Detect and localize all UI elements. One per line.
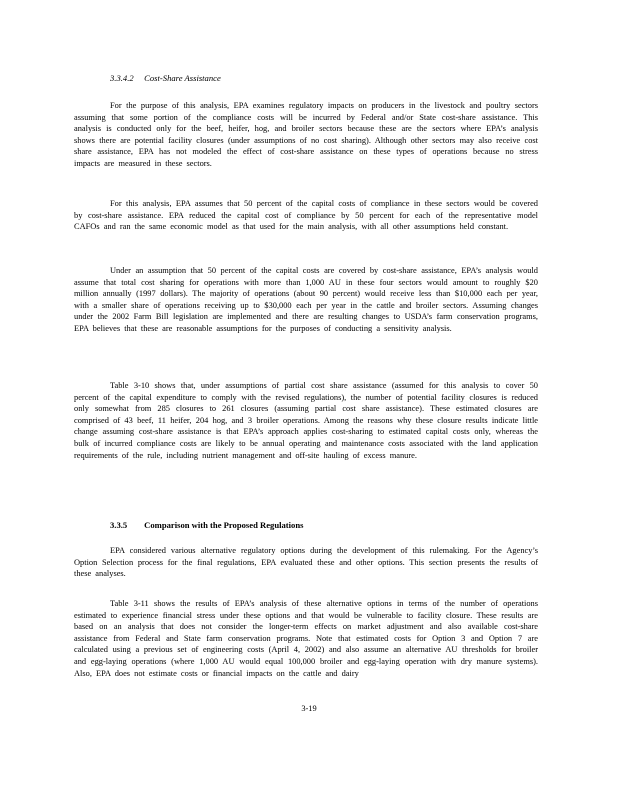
paragraph-cost-share-intro: For the purpose of this analysis, EPA examines regulatory impacts on producers in the livestock and poultry sectors assuming that some portion of the compliance costs will be incurred by Federal and/or State cost-share assistance. This analysis is conducted only for the beef, heifer, hog, and broiler sectors because these are the sectors where EPA’s analysis shows there are potential facility closures (under assumptions of no cost sharing). Although other sectors may also receive cost share assistance, EPA has not modeled the effect of cost-share assistance on these types of operations because no stress impacts are measured in these sectors. — [74, 101, 538, 168]
section-heading-3-3-4-2 — [110, 73, 221, 85]
paragraph-alternative-options: EPA considered various alternative regulatory options during the development of this rulemaking. For the Agency’s Option Selection process for the final regulations, EPA evaluated these and other options. This section presents the results of these analyses. — [74, 546, 538, 579]
section-number: 3.3.4.2 — [110, 73, 134, 83]
section-title: Comparison with the Proposed Regulations — [144, 520, 304, 530]
section-title: Cost-Share Assistance — [144, 73, 221, 83]
page-number: 3-19 — [301, 704, 317, 713]
paragraph-table-3-10-results: Table 3-10 shows that, under assumptions of partial cost share assistance (assumed for this analysis to cover 50 percent of the capital expenditure to comply with the revised regulations), the number of potential facility closures is reduced only somewhat from 285 closures to 261 closures (assuming partial cost share assistance). These estimated closures are comprised of 43 beef, 11 heifer, 204 hog, and 3 broiler operations. Among the reasons why these closure results indicate little change assuming cost-share assistance is that EPA’s approach applies cost-sharing to estimated capital costs only, whereas the bulk of incurred compliance costs are likely to be annual operating and maintenance costs associated with the land application requirements of the rule, including nutrient management and off-site hauling of excess manure. — [74, 381, 538, 460]
section-number: 3.3.5 — [110, 520, 128, 530]
paragraph-cost-share-assumption: For this analysis, EPA assumes that 50 percent of the capital costs of compliance in these sectors would be covered by cost-share assistance. EPA reduced the capital cost of compliance by 50 percent for each of the representative model CAFOs and ran the same economic model as that used for the main analysis, with all other assumptions held constant. — [74, 199, 538, 232]
section-heading-3-3-5 — [110, 520, 303, 532]
paragraph-table-3-11-results: Table 3-11 shows the results of EPA’s analysis of these alternative options in terms of the number of operations estimated to experience financial stress under these options and that would be vulnerable to facility closure. These results are based on an analysis that does not consider the longer-term effects on market adjustment and also available cost-share assistance from Federal and State farm conservation programs. Note that estimated costs for Option 3 and Option 7 are calculated using a previous set of engineering costs (April 4, 2002) and also assume an alternative AU thresholds for broiler and egg-laying operations (where 1,000 AU would equal 100,000 broiler and egg-laying operation with dry manure systems). Also, EPA does not estimate costs or financial impacts on the cattle and dairy — [74, 599, 538, 678]
paragraph-cost-share-amount: Under an assumption that 50 percent of the capital costs are covered by cost-share assistance, EPA’s analysis would assume that total cost sharing for operations with more than 1,000 AU in these four sectors would amount to roughly $20 million annually (1997 dollars). The majority of operations (about 90 percent) would receive less than $10,000 each per year, with a smaller share of operations receiving up to $30,000 each per year in the cattle and broiler sectors. Assuming changes under the 2002 Farm Bill legislation are implemented and there are resulting changes to USDA’s farm conservation programs, EPA believes that these are reasonable assumptions for the purposes of conducting a sensitivity analysis. — [74, 266, 538, 333]
